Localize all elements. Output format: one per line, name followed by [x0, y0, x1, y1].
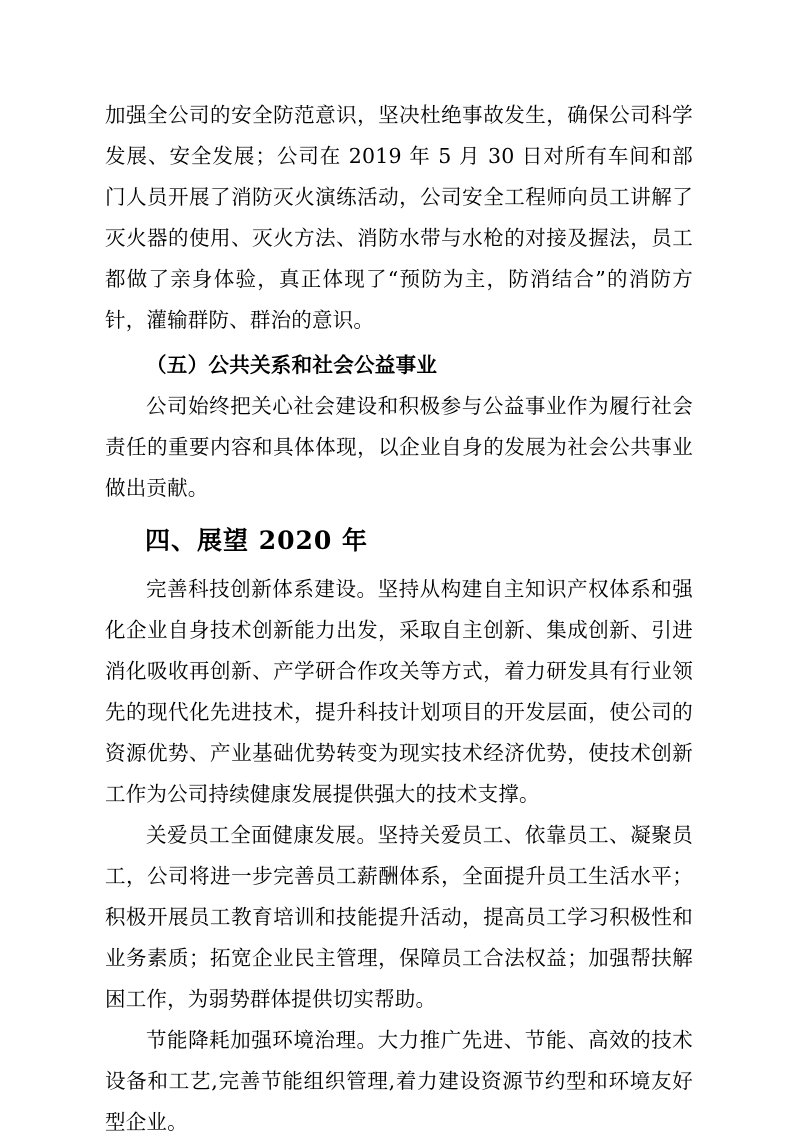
paragraph-public-welfare: 公司始终把关心社会建设和积极参与公益事业作为履行社会责任的重要内容和具体体现，以企业自身的发展为社会公共事业做出贡献。: [105, 394, 693, 500]
paragraph-employee-care: 关爱员工全面健康发展。坚持关爱员工、依靠员工、凝聚员工，公司将进一步完善员工薪酬体系，全面提升员工生活水平；积极开展员工教育培训和技能提升活动，提高员工学习积极性和业务素质；拓宽企业民主管理，保障员工合法权益；加强帮扶解困工作，为弱势群体提供切实帮助。: [105, 823, 693, 1011]
paragraph-innovation: 完善科技创新体系建设。坚持从构建自主知识产权体系和强化企业自身技术创新能力出发，采取自主创新、集成创新、引进消化吸收再创新、产学研合作攻关等方式，着力研发具有行业领先的现代化先进技术，提升科技计划项目的开发层面，使公司的资源优势、产业基础优势转变为现实技术经济优势，使技术创新工作为公司持续健康发展提供强大的技术支撑。: [105, 577, 693, 806]
spacer: [105, 509, 693, 517]
document-body: [105, 95, 693, 1143]
paragraph-energy-saving: 节能降耗加强环境治理。大力推广先进、节能、高效的技术设备和工艺,完善节能组织管理,着力建设资源节约型和环境友好型企业。: [105, 1028, 693, 1134]
section-heading-outlook: 四、展望 2020 年: [145, 526, 368, 555]
sub-heading-public-relations: （五）公共关系和社会公益事业: [146, 353, 438, 377]
paragraph-safety: 加强全公司的安全防范意识，坚决杜绝事故发生，确保公司科学发展、安全发展；公司在 2019 年 5 月 30 日对所有车间和部门人员开展了消防灭火演练活动，公司安全工程师向员工讲解了灭火器的使用、灭火方法、消防水带与水枪的对接及握法，员工都做了亲身体验，真正体现了“预防为主，防消结合”的消防方针，灌输群防、群治的意识。: [105, 103, 693, 332]
